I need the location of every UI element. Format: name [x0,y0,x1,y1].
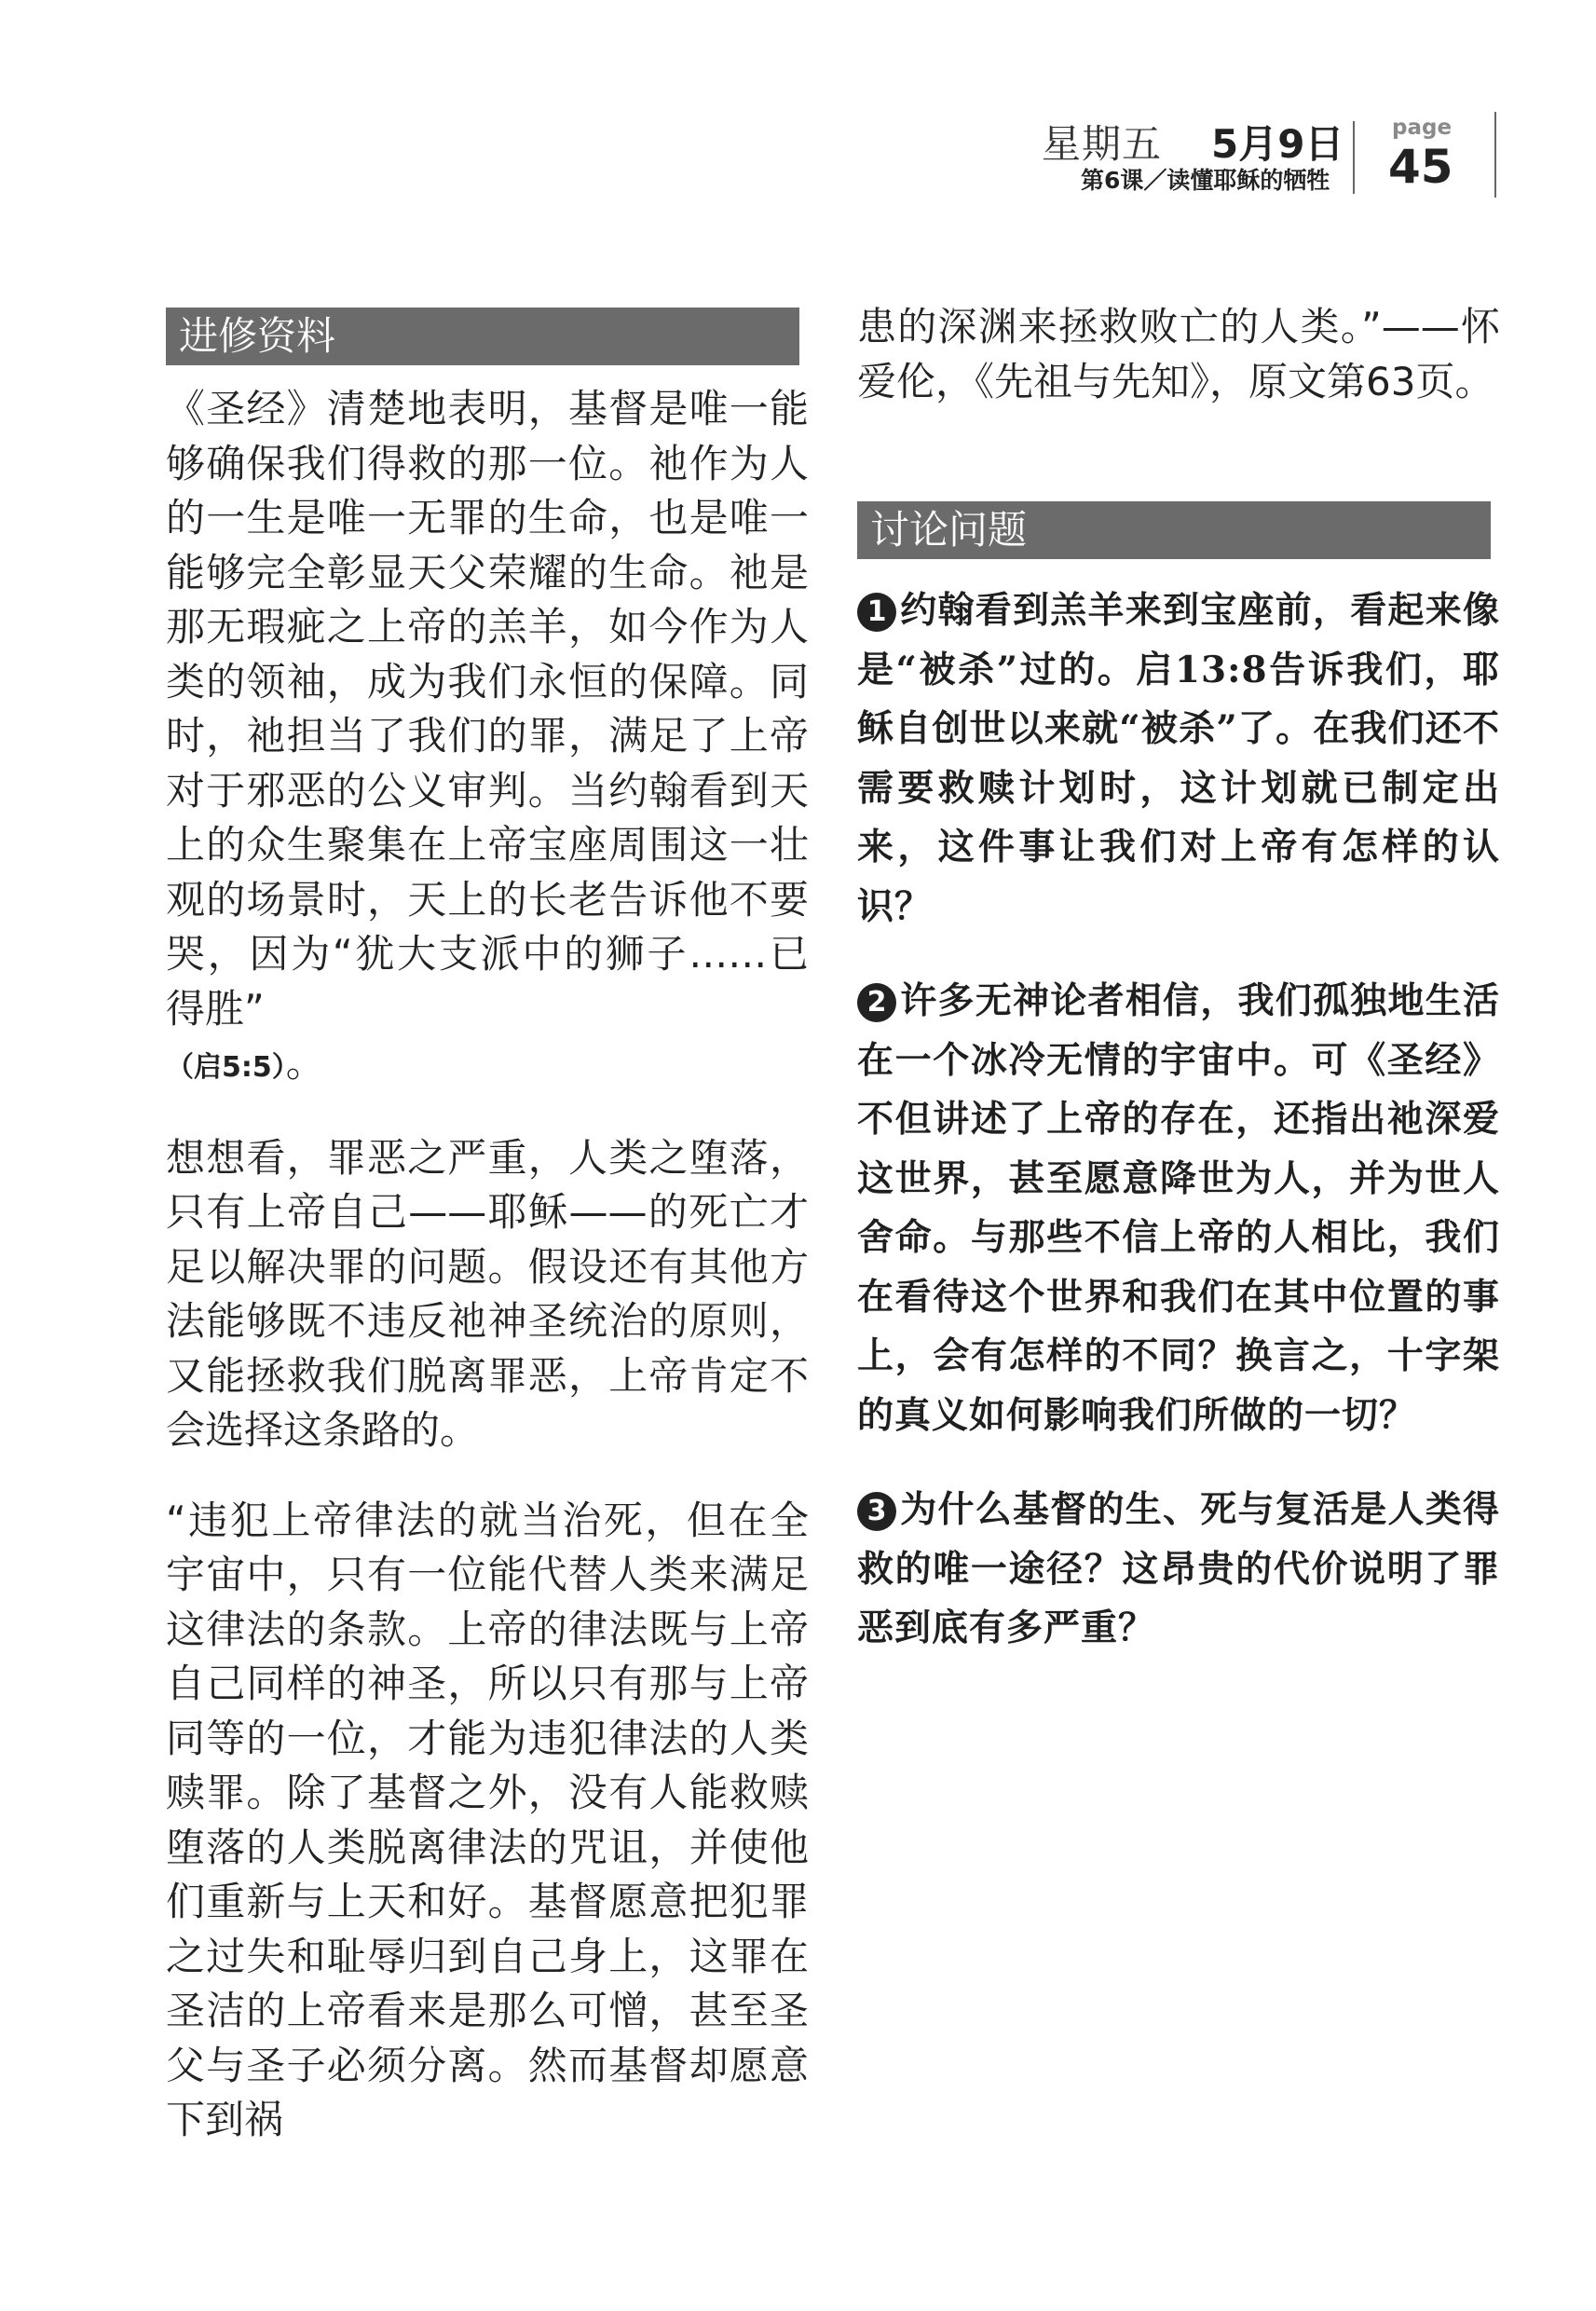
page-number: 45 [1388,140,1453,194]
header-date: 5月9日 [1211,121,1344,167]
question-2 [857,972,1500,1445]
question-number-2: 2 [857,983,896,1022]
paragraph-1-text: 《圣经》清楚地表明，基督是唯一能够确保我们得救的那一位。祂作为人的一生是唯一无罪的生命，也是唯一能够完全彰显天父荣耀的生命。祂是那无瑕疵之上帝的羔羊，如今作为人类的领袖，成为我们永恒的保障。同时，祂担当了我们的罪，满足了上帝对于邪恶的公义审判。当约翰看到天上的众生聚集在上帝宝座周围这一壮观的场景时，天上的长老告诉他不要哭，因为“犹大支派中的狮子……已得胜” [166,386,809,1032]
section-title-discussion: 讨论问题 [857,501,1491,559]
question-1-text: 约翰看到羔羊来到宝座前，看起来像是“被杀”过的。启13:8告诉我们，耶稣自创世以来就“被杀”了。在我们还不需要救赎计划时，这计划就已制定出来，这件事让我们对上帝有怎样的认识？ [857,589,1500,928]
section-title-study: 进修资料 [166,308,799,365]
paragraph-2: 想想看，罪恶之严重，人类之堕落，只有上帝自己——耶稣——的死亡才足以解决罪的问题。假设还有其他方法能够既不违反祂神圣统治的原则，又能拯救我们脱离罪恶，上帝肯定不会选择这条路的。 [166,1134,809,1453]
question-3 [857,1481,1500,1659]
paragraph-1-end: 。 [285,1040,325,1086]
paragraph-continued: 患的深渊来拯救败亡的人类。”——怀爱伦，《先祖与先知》，原文第63页。 [857,304,1500,404]
question-number-3: 3 [857,1492,896,1531]
paragraph-1 [166,382,809,1096]
scripture-reference: （启5:5） [166,1051,286,1084]
discussion-questions [857,581,1500,1694]
header-divider [1353,121,1355,194]
question-2-text: 许多无神论者相信，我们孤独地生活在一个冰冷无情的宇宙中。可《圣经》不但讲述了上帝的存在，还指出祂深爱这世界，甚至愿意降世为人，并为世人舍命。与那些不信上帝的人相比，我们在看待这个世界和我们在其中位置的事上，会有怎样的不同？换言之，十字架的真义如何影响我们所做的一切？ [857,979,1500,1437]
left-column [166,382,809,2183]
question-number-1: 1 [857,593,896,632]
page-label: page [1392,116,1453,140]
header-divider-right [1494,112,1496,198]
paragraph-3: “违犯上帝律法的就当治死，但在全宇宙中，只有一位能代替人类来满足这律法的条款。上帝的律法既与上帝自己同样的神圣，所以只有那与上帝同等的一位，才能为违犯律法的人类赎罪。除了基督之外，没有人能救赎堕落的人类脱离律法的咒诅，并使他们重新与上天和好。基督愿意把犯罪之过失和耻辱归到自己身上，这罪在圣洁的上帝看来是那么可憎，甚至圣父与圣子必须分离。然而基督却愿意下到祸 [166,1497,809,2142]
header-day: 星期五 [1042,121,1163,167]
header-lesson-title: 第6课／读懂耶稣的牺牲 [1081,167,1330,194]
question-1 [857,581,1500,937]
question-3-text: 为什么基督的生、死与复活是人类得救的唯一途径？这昂贵的代价说明了罪恶到底有多严重？ [857,1488,1500,1649]
right-column-continued [857,300,1500,444]
